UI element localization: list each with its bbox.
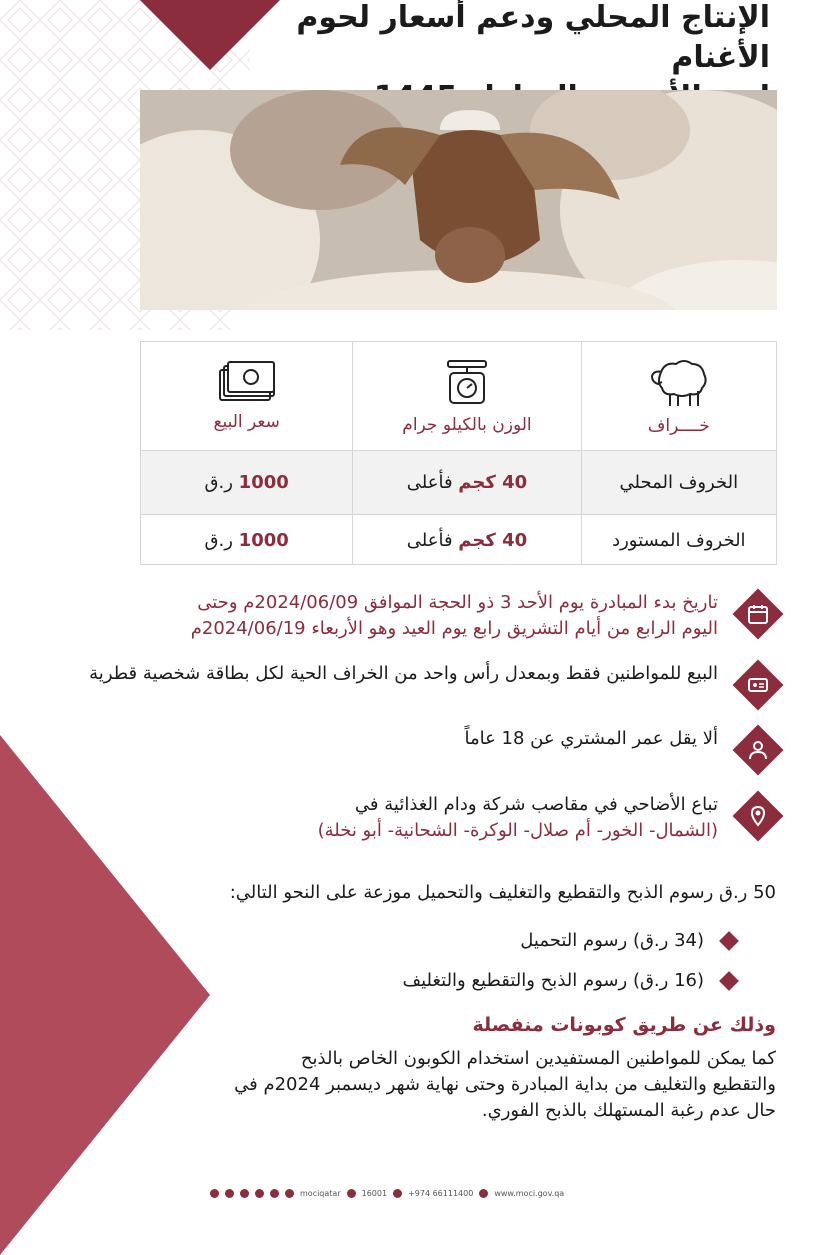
table-row [141,515,776,565]
youtube-icon[interactable] [255,1189,264,1198]
table-header-row [141,342,776,451]
price-table [140,341,777,565]
header-sheep-label: خــــراف [647,416,710,436]
calendar-icon [747,603,769,625]
header-price [141,342,352,450]
whatsapp-icon [393,1189,402,1198]
row-weight [352,515,580,565]
info-citizens-line-1: البيع للمواطنين فقط وبمعدل رأس واحد من الخراف الحية لكل بطاقة شخصية قطرية [89,663,718,684]
info-text [318,792,718,844]
info-item-location [76,792,776,844]
id-card-icon [747,674,769,696]
row-price-value: 1000 [238,529,289,551]
row-price-value: 1000 [238,472,289,493]
coupon-line-2: والتقطيع والتغليف من بداية المبادرة وحتى نهاية شهر ديسمبر 2024م في [234,1074,776,1095]
info-location-line-2: (الشمال- الخور- أم صلال- الوكرة- الشحانية- أبو نخلة) [317,820,718,841]
fee-item [236,970,736,991]
info-text [191,590,718,642]
info-text [89,661,718,687]
footer-website[interactable]: www.moci.gov.qa [494,1188,565,1198]
row-price [141,515,352,565]
sheep-icon [648,356,710,408]
table-row [141,451,776,515]
footer [210,1186,630,1200]
info-text [464,726,718,752]
header-sheep [581,342,776,450]
fee-amount: (16 ر.ق) [632,970,704,991]
linkedin-icon[interactable] [285,1189,294,1198]
coupon-line-3: حال عدم رغبة المستهلك بالذبح الفوري. [481,1100,776,1121]
fees-intro: 50 ر.ق رسوم الذبح والتقطيع والتغليف والتحميل موزعة على النحو التالي: [229,882,776,903]
info-badge [733,791,784,842]
footer-hotline[interactable]: 16001 [361,1188,388,1198]
info-badge [733,589,784,640]
row-weight-suffix: فأعلى [406,529,453,551]
instagram-icon[interactable] [240,1189,249,1198]
coupon-text [176,1046,776,1124]
info-badge [733,660,784,711]
coupon-line-1: كما يمكن للمواطنين المستفيدين استخدام الكوبون الخاص بالذبح [300,1048,776,1069]
row-weight-value: 40 كجم [458,472,528,493]
row-name: الخروف المستورد [581,515,776,565]
fee-label: رسوم الذبح والتقطيع والتغليف [402,970,628,991]
info-badge [733,725,784,776]
info-item-date [76,590,776,642]
sheep-photo [140,90,777,310]
header-price-label: سعر البيع [213,412,280,432]
location-icon [747,805,769,827]
row-price-unit: ر.ق [204,472,233,493]
info-item-citizens [76,661,776,703]
info-age-line-1: ألا يقل عمر المشتري عن 18 عاماً [464,728,718,749]
facebook-icon[interactable] [210,1189,219,1198]
header-weight-label: الوزن بالكيلو جرام [402,415,532,435]
info-date-line-2: اليوم الرابع من أيام التشريق رابع يوم العيد وهو الأربعاء 2024/06/19م [190,618,718,639]
snapchat-icon[interactable] [270,1189,279,1198]
scale-icon [442,357,492,407]
title-line-1: الإنتاج المحلي ودعم أسعار لحوم الأغنام [296,0,770,75]
info-location-line-1: تباع الأضاحي في مقاصب شركة ودام الغذائية في [354,794,718,815]
header-weight [352,342,580,450]
money-icon [216,360,278,404]
footer-whatsapp[interactable]: +974 66111400 [408,1188,474,1198]
phone-icon [347,1189,356,1198]
row-weight [352,451,580,514]
row-weight-value: 40 كجم [458,529,528,551]
row-name: الخروف المحلي [581,451,776,514]
diamond-bullet-icon [719,931,739,951]
info-date-line-1: تاريخ بدء المبادرة يوم الأحد 3 ذو الحجة الموافق 2024/06/09م وحتى [197,592,718,613]
footer-handle[interactable]: mociqatar [300,1188,341,1198]
fee-amount: (34 ر.ق) [632,930,704,951]
coupon-heading: وذلك عن طريق كوبونات منفصلة [472,1014,776,1036]
row-price [141,451,352,514]
globe-icon [479,1189,488,1198]
row-weight-suffix: فأعلى [406,472,453,493]
info-item-age [76,726,776,768]
row-price-unit: ر.ق [204,529,233,551]
x-icon[interactable] [225,1189,234,1198]
fee-label: رسوم التحميل [520,930,628,951]
diamond-bullet-icon [719,971,739,991]
fee-item [236,930,736,951]
user-icon [747,739,769,761]
